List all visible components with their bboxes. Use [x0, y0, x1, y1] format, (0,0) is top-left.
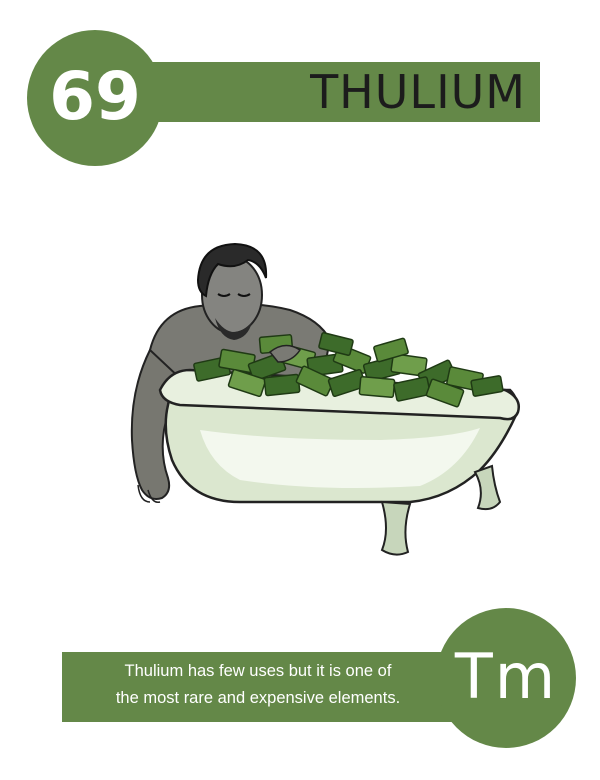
atomic-number: 69	[49, 57, 141, 135]
fact-text	[62, 658, 454, 712]
atomic-number-badge	[27, 30, 163, 166]
man-in-bathtub-of-money-icon	[120, 240, 530, 570]
title-banner	[100, 62, 540, 122]
element-symbol-badge	[436, 608, 576, 748]
element-name: THULIUM	[310, 65, 526, 119]
fact-banner	[62, 652, 492, 722]
fact-line-1: Thulium has few uses but it is one of	[124, 662, 392, 680]
fact-line-2: the most rare and expensive elements.	[115, 689, 401, 707]
element-symbol: Tm	[454, 639, 558, 713]
